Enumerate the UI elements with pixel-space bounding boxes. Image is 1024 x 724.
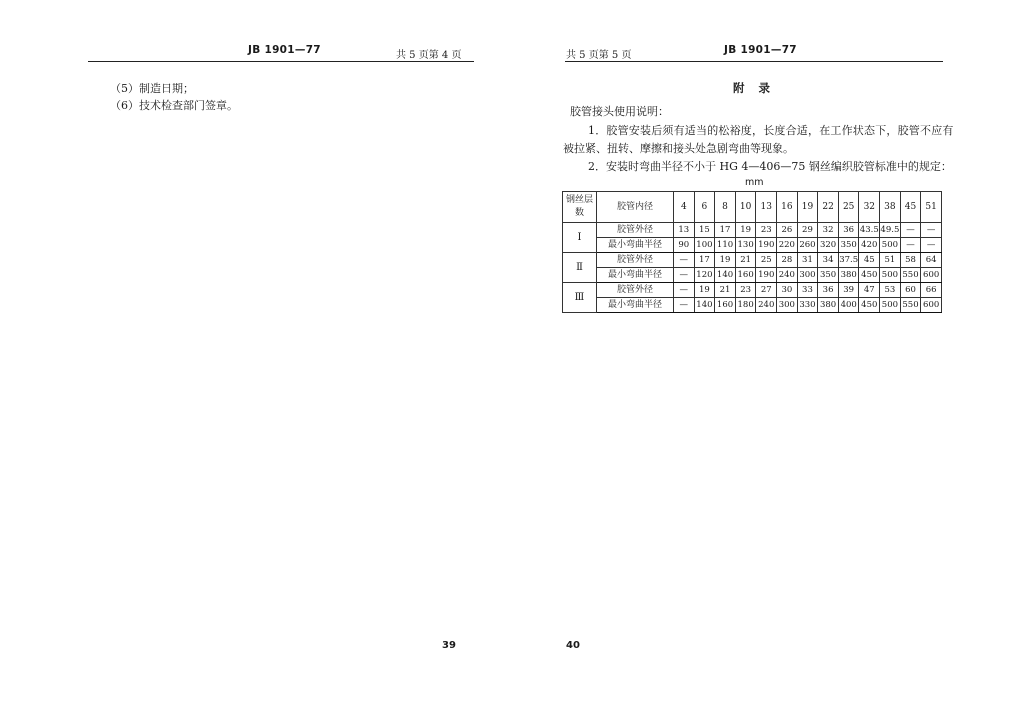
value-cell: 34: [818, 253, 839, 268]
value-cell: 100: [694, 238, 715, 253]
right-page-number: 40: [566, 640, 580, 651]
unit-label: mm: [745, 177, 764, 188]
table-row: [563, 283, 942, 298]
value-cell: 300: [777, 298, 798, 313]
value-cell: 140: [694, 298, 715, 313]
value-cell: 39: [838, 283, 859, 298]
value-cell: 27: [756, 283, 777, 298]
left-line-2: （6）技术检查部门签章。: [110, 99, 238, 112]
value-cell: 13: [674, 223, 695, 238]
layer-cell: Ⅰ: [563, 223, 597, 253]
header-inner-diameter: 胶管内径: [597, 192, 674, 223]
inner-diameter-2: 8: [715, 192, 736, 223]
value-cell: 36: [838, 223, 859, 238]
right-header-rule: [565, 61, 943, 62]
value-cell: 120: [694, 268, 715, 283]
row-label: 胶管外径: [597, 223, 674, 238]
value-cell: 380: [838, 268, 859, 283]
value-cell: 60: [900, 283, 921, 298]
left-line-1: （5）制造日期；: [110, 82, 194, 95]
value-cell: 64: [921, 253, 942, 268]
value-cell: 28: [777, 253, 798, 268]
value-cell: 49.5: [880, 223, 901, 238]
bend-radius-table: [562, 191, 942, 313]
row-label: 胶管外径: [597, 283, 674, 298]
value-cell: 160: [735, 268, 756, 283]
inner-diameter-1: 6: [694, 192, 715, 223]
value-cell: 30: [777, 283, 798, 298]
item1-line1: 1．胶管安装后须有适当的松裕度，长度合适，在工作状态下，胶管不应有: [588, 124, 954, 137]
inner-diameter-3: 10: [735, 192, 756, 223]
value-cell: —: [921, 223, 942, 238]
value-cell: 140: [715, 268, 736, 283]
value-cell: 380: [818, 298, 839, 313]
value-cell: 500: [880, 268, 901, 283]
header-layers: 钢丝层数: [563, 192, 597, 223]
value-cell: 25: [756, 253, 777, 268]
value-cell: 350: [818, 268, 839, 283]
value-cell: 600: [921, 268, 942, 283]
row-label: 最小弯曲半径: [597, 298, 674, 313]
item2-text: 2．安装时弯曲半径不小于 HG 4—406—75 钢丝编织胶管标准中的规定：: [588, 160, 952, 173]
value-cell: —: [674, 298, 695, 313]
value-cell: 550: [900, 268, 921, 283]
value-cell: 26: [777, 223, 798, 238]
appendix-title: 附录: [733, 81, 784, 95]
value-cell: 240: [756, 298, 777, 313]
value-cell: 37.5: [838, 253, 859, 268]
value-cell: 330: [797, 298, 818, 313]
value-cell: 66: [921, 283, 942, 298]
table-body: [563, 223, 942, 313]
value-cell: 51: [880, 253, 901, 268]
inner-diameter-11: 45: [900, 192, 921, 223]
inner-diameter-4: 13: [756, 192, 777, 223]
value-cell: —: [674, 253, 695, 268]
row-label: 最小弯曲半径: [597, 238, 674, 253]
value-cell: 500: [880, 298, 901, 313]
value-cell: 23: [756, 223, 777, 238]
value-cell: 450: [859, 298, 880, 313]
value-cell: 260: [797, 238, 818, 253]
value-cell: 500: [880, 238, 901, 253]
value-cell: 17: [694, 253, 715, 268]
value-cell: 240: [777, 268, 798, 283]
item1-line2: 被拉紧、扭转、摩擦和接头处急剧弯曲等现象。: [563, 142, 794, 155]
inner-diameter-8: 25: [838, 192, 859, 223]
value-cell: 17: [715, 223, 736, 238]
table-row: [563, 223, 942, 238]
value-cell: 450: [859, 268, 880, 283]
value-cell: 90: [674, 238, 695, 253]
layer-cell: Ⅲ: [563, 283, 597, 313]
value-cell: 110: [715, 238, 736, 253]
inner-diameter-5: 16: [777, 192, 798, 223]
value-cell: 19: [715, 253, 736, 268]
value-cell: 130: [735, 238, 756, 253]
value-cell: 21: [715, 283, 736, 298]
row-label: 最小弯曲半径: [597, 268, 674, 283]
inner-diameter-10: 38: [880, 192, 901, 223]
value-cell: 53: [880, 283, 901, 298]
row-label: 胶管外径: [597, 253, 674, 268]
table-row: [563, 298, 942, 313]
value-cell: 350: [838, 238, 859, 253]
value-cell: 400: [838, 298, 859, 313]
value-cell: 15: [694, 223, 715, 238]
value-cell: 29: [797, 223, 818, 238]
inner-diameter-9: 32: [859, 192, 880, 223]
value-cell: 220: [777, 238, 798, 253]
left-standard-number: JB 1901—77: [248, 44, 321, 56]
value-cell: 19: [735, 223, 756, 238]
value-cell: —: [900, 223, 921, 238]
value-cell: 190: [756, 238, 777, 253]
left-header-rule: [88, 61, 474, 62]
table-header-row: [563, 192, 942, 223]
value-cell: 320: [818, 238, 839, 253]
value-cell: 33: [797, 283, 818, 298]
layer-cell: Ⅱ: [563, 253, 597, 283]
value-cell: 550: [900, 298, 921, 313]
intro-text: 胶管接头使用说明：: [570, 105, 669, 118]
right-standard-number: JB 1901—77: [724, 44, 797, 56]
value-cell: 21: [735, 253, 756, 268]
left-page-number: 39: [442, 640, 456, 651]
value-cell: 420: [859, 238, 880, 253]
value-cell: 47: [859, 283, 880, 298]
value-cell: 43.5: [859, 223, 880, 238]
inner-diameter-0: 4: [674, 192, 695, 223]
value-cell: 180: [735, 298, 756, 313]
inner-diameter-6: 19: [797, 192, 818, 223]
value-cell: 31: [797, 253, 818, 268]
table-row: [563, 238, 942, 253]
value-cell: —: [921, 238, 942, 253]
value-cell: 45: [859, 253, 880, 268]
value-cell: —: [674, 268, 695, 283]
inner-diameter-12: 51: [921, 192, 942, 223]
table-row: [563, 253, 942, 268]
value-cell: 32: [818, 223, 839, 238]
value-cell: 58: [900, 253, 921, 268]
value-cell: 300: [797, 268, 818, 283]
value-cell: 36: [818, 283, 839, 298]
value-cell: —: [900, 238, 921, 253]
right-page-info: 共 5 页第 5 页: [566, 50, 632, 61]
value-cell: 23: [735, 283, 756, 298]
value-cell: —: [674, 283, 695, 298]
value-cell: 190: [756, 268, 777, 283]
value-cell: 160: [715, 298, 736, 313]
inner-diameter-7: 22: [818, 192, 839, 223]
left-page-info: 共 5 页第 4 页: [396, 50, 462, 61]
table-row: [563, 268, 942, 283]
value-cell: 600: [921, 298, 942, 313]
value-cell: 19: [694, 283, 715, 298]
